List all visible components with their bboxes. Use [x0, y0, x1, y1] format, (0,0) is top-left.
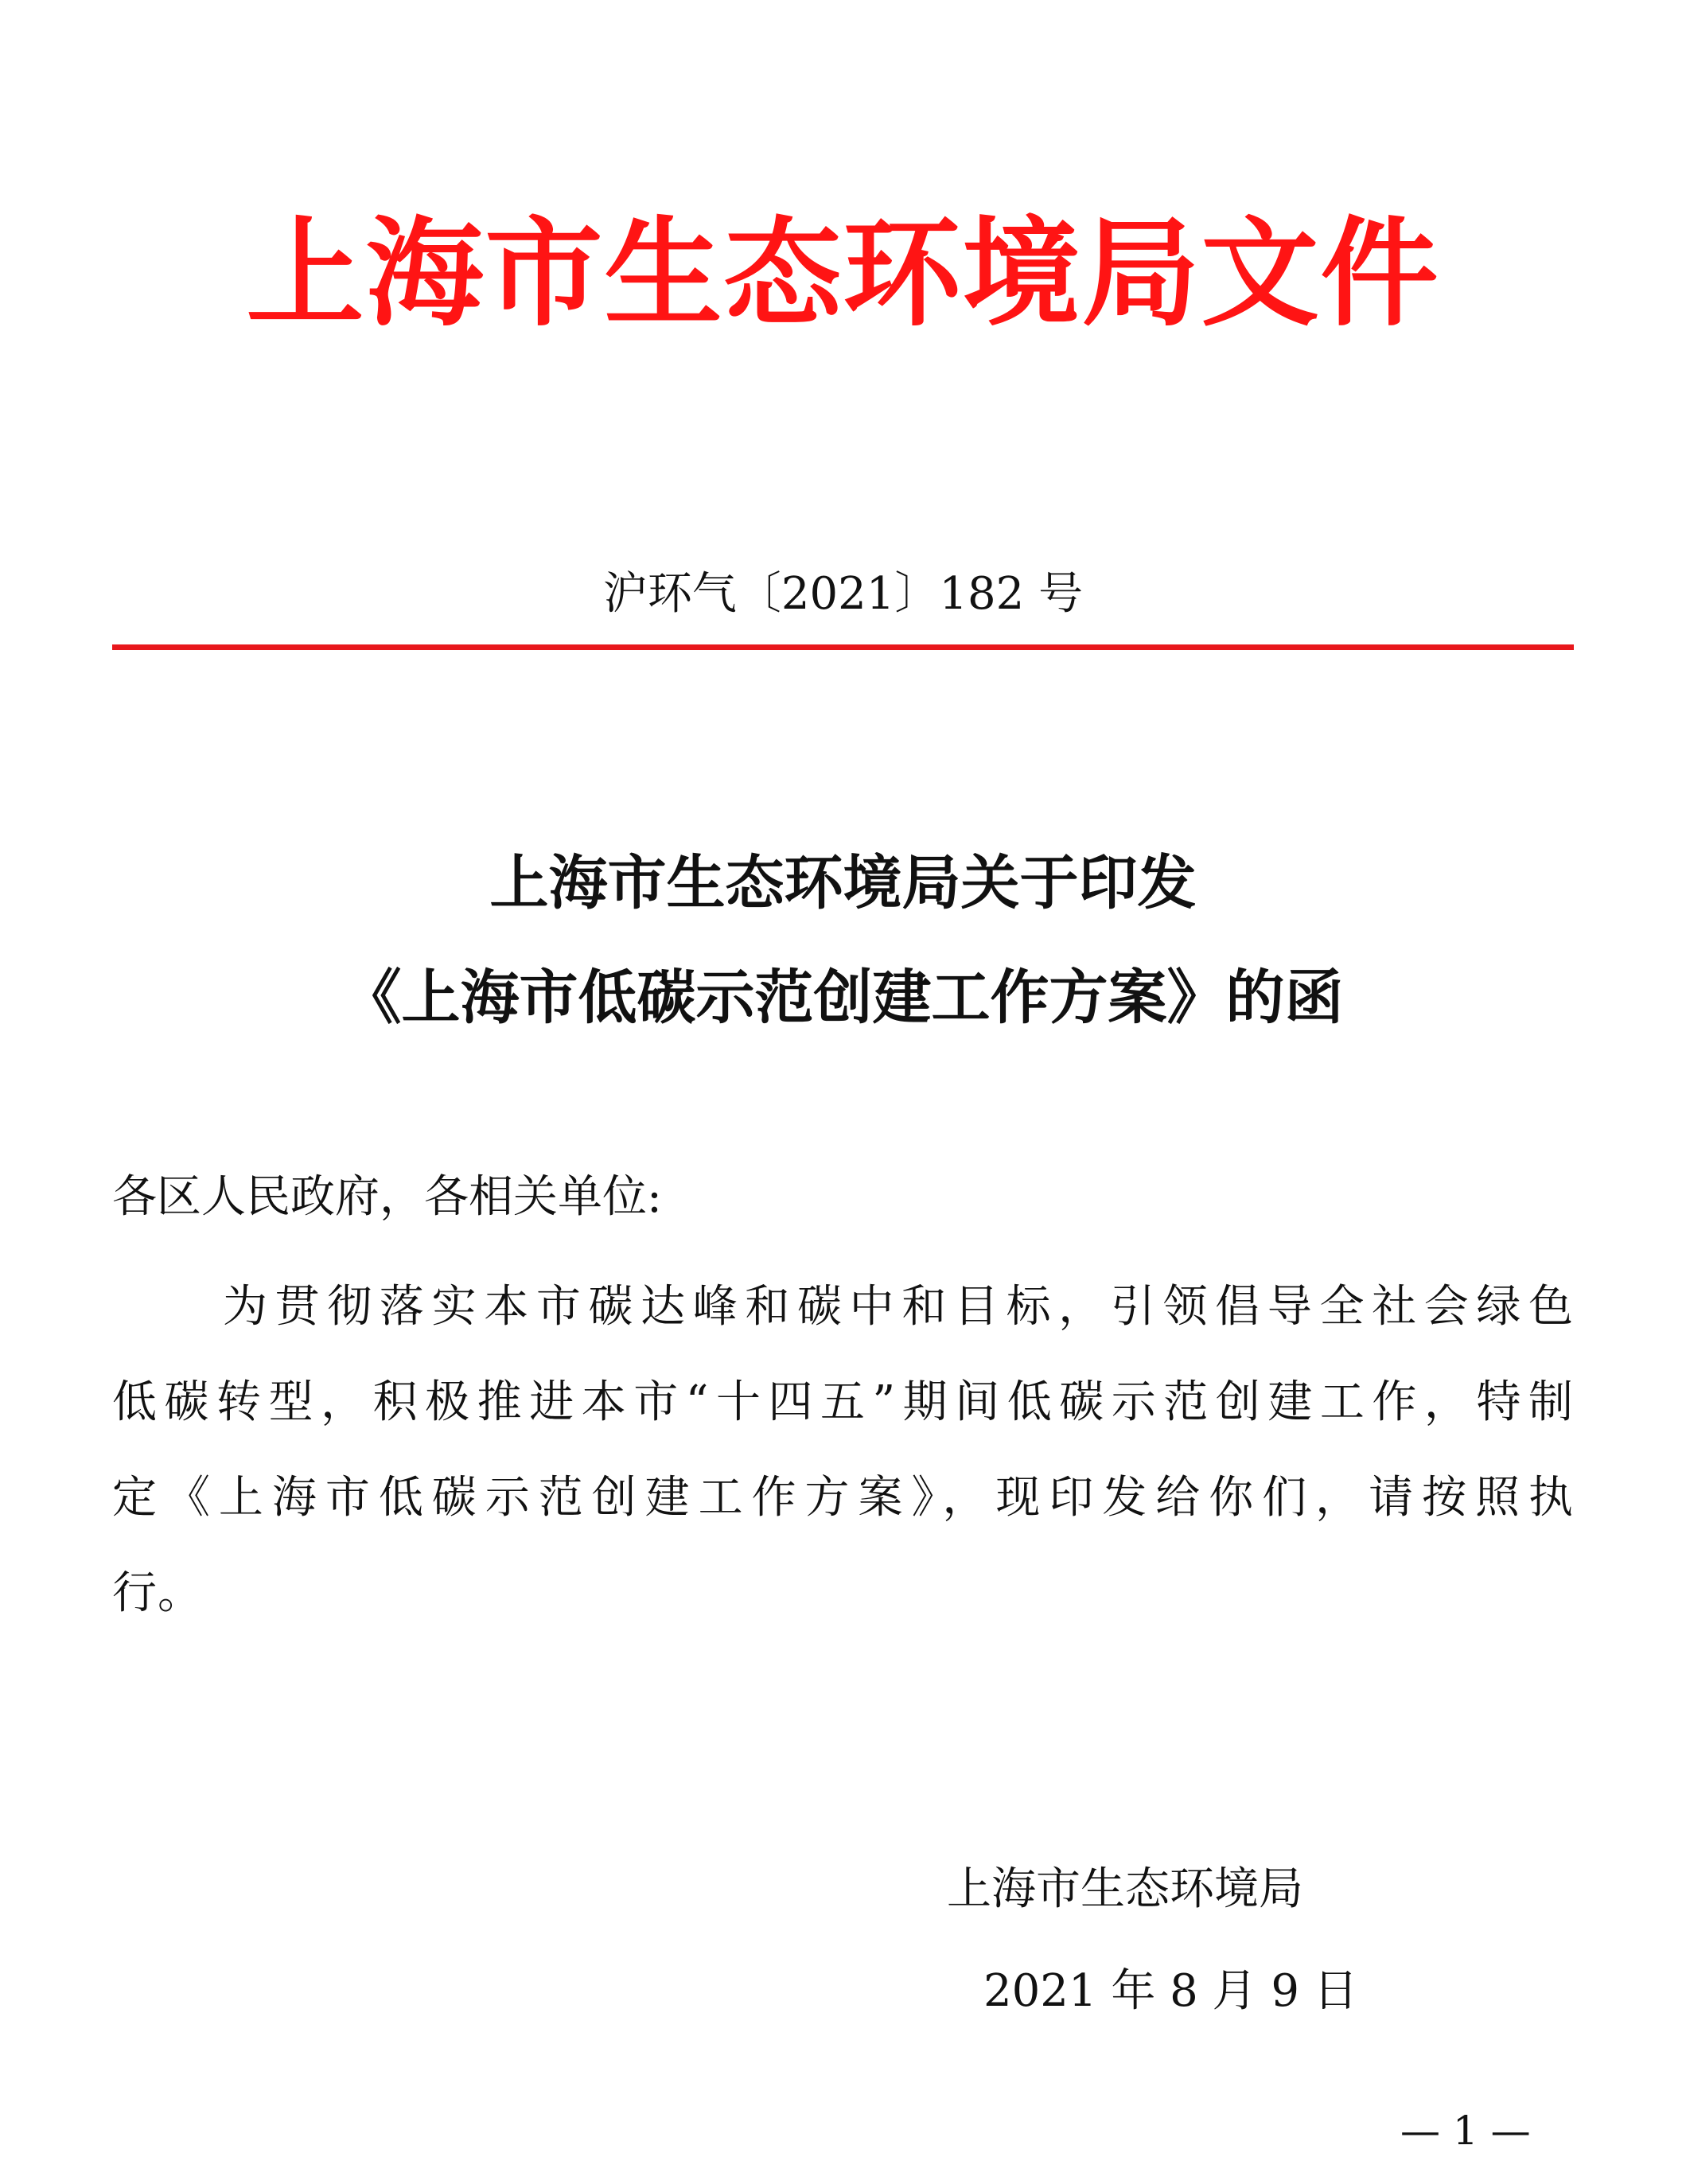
- body-paragraph-line-3: 定《上海市低碳示范创建工作方案》，现印发给你们，请按照执: [112, 1472, 1574, 1524]
- document-number: 沪环气〔2021〕182 号: [602, 568, 1084, 620]
- masthead-title: 上海市生态环境局文件: [246, 204, 1440, 342]
- issue-date: 2021 年 8 月 9 日: [983, 1965, 1358, 2017]
- salutation: 各区人民政府，各相关单位:: [112, 1171, 662, 1223]
- document-title-line-2: 《上海市低碳示范创建工作方案》的函: [342, 964, 1344, 1032]
- page-number: — 1 —: [1400, 2108, 1531, 2154]
- body-paragraph-line-2: 低碳转型，积极推进本市“十四五”期间低碳示范创建工作，特制: [112, 1376, 1574, 1428]
- issuing-authority-signature: 上海市生态环境局: [947, 1863, 1303, 1915]
- red-separator-line: [112, 644, 1574, 650]
- body-paragraph-line-1: 为贯彻落实本市碳达峰和碳中和目标，引领倡导全社会绿色: [223, 1281, 1574, 1333]
- body-paragraph-line-4: 行。: [112, 1567, 203, 1619]
- document-title-line-1: 上海市生态环境局关于印发: [489, 849, 1197, 917]
